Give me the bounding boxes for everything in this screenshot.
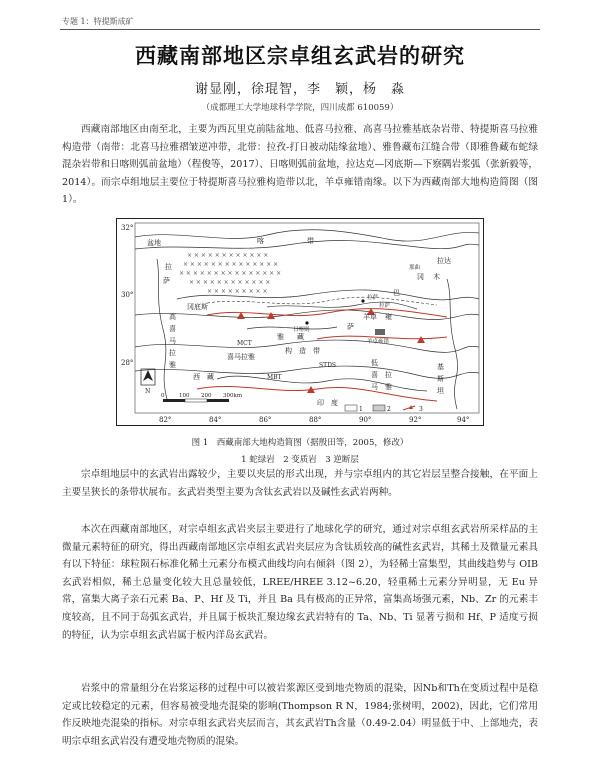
region-label: 西 [193, 373, 200, 381]
region-label: 构 [285, 347, 292, 355]
lat-label: 32° [121, 224, 134, 232]
lon-label: 84° [209, 416, 222, 424]
region-label: 冈 [417, 273, 424, 281]
region-label: MBT [267, 374, 282, 381]
region-label: 带 [307, 237, 314, 245]
svg-text:N: N [145, 388, 151, 395]
region-label: 木 [433, 273, 440, 281]
scale-bar [161, 393, 243, 402]
authors: 谢显刚，徐琨智，李 颖，杨 淼 [194, 82, 405, 97]
figure-legend-text: 1 蛇绿岩 2 变质岩 3 逆断层 [241, 455, 359, 465]
region-label: 拉 [165, 263, 172, 271]
svg-text:0: 0 [161, 393, 165, 399]
region-label: 马 [169, 337, 176, 345]
svg-text:3: 3 [419, 406, 423, 413]
lon-label: 88° [309, 416, 322, 424]
svg-text:300km: 300km [223, 393, 243, 399]
tectonic-map-figure [116, 218, 484, 426]
region-label: STDS [319, 362, 337, 369]
city-label: 那曲 [409, 265, 421, 271]
region-label: 羊卓 [363, 313, 377, 321]
region-label: 基 [437, 363, 444, 371]
running-header: 专题 1：特提斯成矿 [62, 17, 134, 26]
region-label: 带 [313, 347, 320, 355]
region-label: 斯 [437, 375, 444, 383]
region-label: 喀 [257, 237, 264, 245]
lon-label: 94° [457, 416, 470, 424]
city-label: 日喀则 [293, 327, 310, 333]
svg-text:2: 2 [387, 406, 391, 413]
lake-marker [375, 329, 385, 335]
region-label: 拉 [385, 371, 392, 379]
region-label: 萨 [347, 323, 354, 331]
region-label: 盆地 [147, 239, 161, 247]
region-label: 雅 [169, 361, 176, 369]
region-label: 喜 [169, 325, 176, 333]
lon-label: 90° [359, 416, 372, 424]
region-label: 巴 [393, 289, 400, 297]
svg-text:× × × × × × × × × × × × × × ×: × × × × × × × × × × × × × × × [179, 270, 282, 277]
region-label: 藏 [297, 333, 304, 341]
svg-text:100: 100 [179, 393, 190, 399]
svg-text:× × × × × × × × × × × ×: × × × × × × × × × × × × [187, 252, 269, 259]
svg-text:× × × × × × × × × × × × × ×: × × × × × × × × × × × × × × [183, 261, 279, 268]
batholith-pattern [179, 252, 281, 295]
region-label: 拉达 [437, 257, 451, 265]
region-label: 造 [299, 347, 306, 355]
svg-text:× × × × × × × × ×: × × × × × × × × × [207, 288, 268, 295]
north-arrow-icon [141, 369, 155, 395]
city-marker [361, 299, 364, 302]
region-label: 雅 [277, 333, 284, 341]
region-label: 冈底斯 [187, 303, 208, 311]
region-label: 印 [317, 399, 324, 407]
header-rule [60, 29, 540, 30]
region-label: 高 [169, 313, 176, 321]
region-label: 拉 [169, 349, 176, 357]
lon-label: 92° [409, 416, 422, 424]
region-label: 坦 [437, 387, 444, 395]
figure-caption: 图 1 西藏南部大地构造简图（据殷田等，2005，修改） [191, 438, 409, 448]
region-label: 喜马拉雅 [227, 353, 255, 361]
city-label: 羊卓雍错 [367, 339, 390, 345]
affiliation: （成都理工大学地球科学学院，四川成都 610059） [201, 103, 399, 113]
region-label: 萨 [163, 277, 170, 285]
city-marker [305, 321, 308, 324]
region-label: 低 [371, 359, 378, 367]
paragraph-1: 西藏南部地区由南至北，主要为西瓦里克前陆盆地、低喜马拉雅、高喜马拉雅基底杂岩带、特提斯喜马拉雅构造带（南带：北喜马拉雅褶皱逆冲带，北带：拉孜-打日被动陆缘盆地）、雅鲁藏布江缝合带（即雅鲁藏布蛇绿混杂岩带和日喀则弧前盆地）（程俊等，2017）、日喀则弧前盆地，拉达克—冈底斯—下察隅岩浆弧（张新毅等，2014）。而宗卓组地层主要位于特提斯喜马拉雅构造带以北，羊卓雍错南缘。以下为西藏南部大地构造简图（图 1）。 [62, 124, 538, 206]
region-label: 雅 [385, 383, 392, 391]
svg-text:× × × × × × × × × × × ×: × × × × × × × × × × × × [189, 279, 271, 286]
region-label: 藏 [207, 373, 214, 381]
paper-title: 西藏南部地区宗卓组玄武岩的研究 [135, 43, 465, 68]
paragraph-3: 本次在西藏南部地区，对宗卓组玄武岩夹层主要进行了地球化学的研究，通过对宗卓组玄武岩所采样品的主微量元素特征的研究，得出西藏南部地区宗卓组玄武岩夹层应为含钛质较高的碱性玄武岩，其稀土及微量元素具有以下特征：球粒陨石标准化稀土元素分布模式曲线均向右倾斜（图 2），为轻稀土富集型，其曲线趋势与 OIB 玄武岩相似，稀土总量变化较大且总量较低，LREE/HREE 3.12~6.20，轻重稀土元素分异明显，无 Eu 异常，富集大离子亲石元素 Ba、P、Hf 及 Ti，并且 Ba 具有极高的正异常，富集高场强元素，Nb、Zr 的元素丰度较高，且不同于岛弧玄武岩，并且属于板块汇聚边缘玄武岩特有的 Ta、Nb、Ti 显著亏损和 Hf、P 适度亏损的特征，认为宗卓组玄武岩属于板内洋岛玄武岩。 [62, 524, 538, 641]
region-label: 度 [331, 399, 338, 407]
region-label: 喜 [371, 371, 378, 379]
lon-label: 86° [259, 416, 272, 424]
svg-text:1: 1 [359, 406, 363, 413]
region-label: MCT [237, 340, 252, 347]
map-legend [345, 405, 423, 413]
city-label: 拉萨 [379, 303, 391, 309]
city-label: 拉萨 [367, 295, 379, 301]
paragraph-2: 宗卓组地层中的玄武岩出露较少，主要以夹层的形式出现，并与宗卓组内的其它岩层呈整合接触，在平面上主要呈狭长的条带状展布。玄武岩类型主要为含钛玄武岩以及碱性玄武岩两种。 [62, 469, 538, 498]
paragraph-4: 岩浆中的常量组分在岩浆运移的过程中可以被岩浆源区受到地壳物质的混染，因Nb和Th在变质过程中是稳定或比较稳定的元素，但容易被受地壳混染的影响(Thompson R N，1984;张树明，2002)，因此，它们常用作反映地壳混染的指标。对宗卓组玄武岩夹层而言，其玄武岩Th含量（0.49-2.04）明显低于中、上部地壳，表明宗卓组玄武岩没有遭受地壳物质的混染。 [62, 683, 538, 747]
svg-text:200: 200 [201, 393, 212, 399]
region-label: 马 [371, 383, 378, 391]
lat-label: 30° [121, 291, 134, 299]
dashed-boundary [207, 297, 437, 305]
lon-label: 82° [159, 416, 172, 424]
region-label: 雍 [385, 313, 392, 321]
lat-label: 28° [121, 359, 134, 367]
